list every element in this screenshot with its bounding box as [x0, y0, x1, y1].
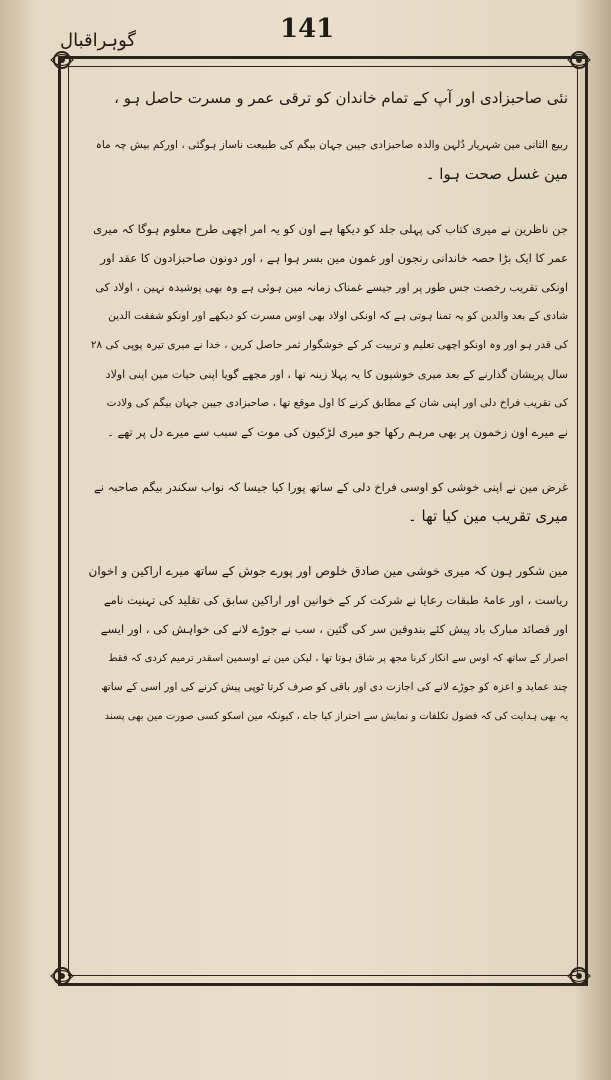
text-line: نے میرے اون زخمون پر بھی مرہم رکھا جو میری لڑکیون کی موت کے سبب سے میرے دل پر تھے ۔ [107, 425, 568, 439]
text-line: نئی صاحبزادی اور آپ کے تمام خاندان کو ترقی عمر و مسرت حاصل ہو ، [114, 89, 568, 107]
text-line: یہ بھی ہدایت کی کہ فضول تکلفات و نمایش سے احتراز کیا جاے ، کیونکہ مین اسکو کسی صورت مین بھی پسند [104, 711, 568, 722]
text-line: غرض مین نے اپنی خوشی کو اوسی فراخ دلی کے ساتھ پورا کیا جیسا کہ نواب سکندر بیگم صاحبہ نے [94, 480, 568, 494]
corner-ornament-icon [566, 47, 592, 73]
text-line: اصرار کے ساتھ کہ اوس سے انکار کرنا مجھ پر شاق ہوتا تھا ، لیکن مین نے اوسمین اسقدر ترمیم کردی کہ فقط [108, 653, 568, 664]
text-line: مین شکور ہون کہ میری خوشی مین صادق خلوص اور پورے جوش کے ساتھ میرے اراکین و اخوان [88, 564, 568, 578]
text-line: چند عماید و اعزہ کو جوڑے لانے کی اجازت دی اور باقی کو صرف کرتا ٹوپی پیش کرنے کی اور اسی کے ساتھ [101, 681, 568, 693]
text-line: ریاست ، اور عامۂ طبقات رعایا نے شرکت کر کے خوانین اور اراکین سابق کی تقلید کی تہنیت نامے [103, 593, 568, 607]
text-line: شادی کے بعد والدین کو یہ تمنا ہوتی ہے کہ اونکی اولاد بھی اوس مسرت کو دیکھے اور اونکو شفقت الدین [108, 310, 568, 322]
page-number: 141 [280, 14, 335, 44]
body-text [88, 84, 568, 731]
text-line: ربیع الثانی مین شہریار دُلہن والدہ صاحبزادی جیبن جہان بیگم کی طبیعت ناساز ہوگئی ، اورکم بیش چہ ماہ [95, 139, 568, 151]
text-line: سال پریشان گذارنے کے بعد میری خوشیون کا یہ پہلا زینہ تھا ، اور مجھے گویا اپنی حیات مین اپنی اولاد [105, 368, 568, 381]
running-head-title: گوہراقبال [60, 30, 136, 51]
text-line: مین غسل صحت ہوا ۔ [425, 165, 568, 183]
text-line: کی تقریب فراخ دلی اور اپنی شان کے مطابق کرنے کا اول موقع تھا ، صاحبزادی جیبن جہان بیگم کی ولادت [106, 397, 568, 409]
text-line: اور قصائد مبارک باد پیش کئے بندوقین سر کی گئین ، سب نے جوڑے لانے کی خواہش کی ، اور ایسے [100, 622, 568, 636]
corner-ornament-icon [49, 47, 75, 73]
text-line: میری تقریب مین کیا تھا ۔ [407, 507, 568, 525]
text-line: اونکی تقریب رخصت جس طور پر اور جیسے غمناک زمانہ مین ہوئی ہے وہ بھی پوشیدہ نہین ، اولاد کی [95, 281, 568, 294]
text-line: جن ناظرین نے میری کتاب کی پہلی جلد کو دیکھا ہے اون کو یہ امر اچھی طرح معلوم ہوگا کہ میری [93, 222, 568, 236]
corner-ornament-icon [566, 963, 592, 989]
corner-ornament-icon [49, 963, 75, 989]
text-line: کی قدر ہو اور وہ اونکو اچھی تعلیم و تربیت کر کے خوشگوار ثمر حاصل کرین ، خدا نے میری تیرہ پوپی کی ۲۸ [90, 339, 568, 351]
text-line: عمر کا ایک بڑا حصہ خاندانی رنجون اور غمون مین بسر ہوا ہے ، اور دونون صاحبزادون کا عقد اور [100, 251, 568, 265]
